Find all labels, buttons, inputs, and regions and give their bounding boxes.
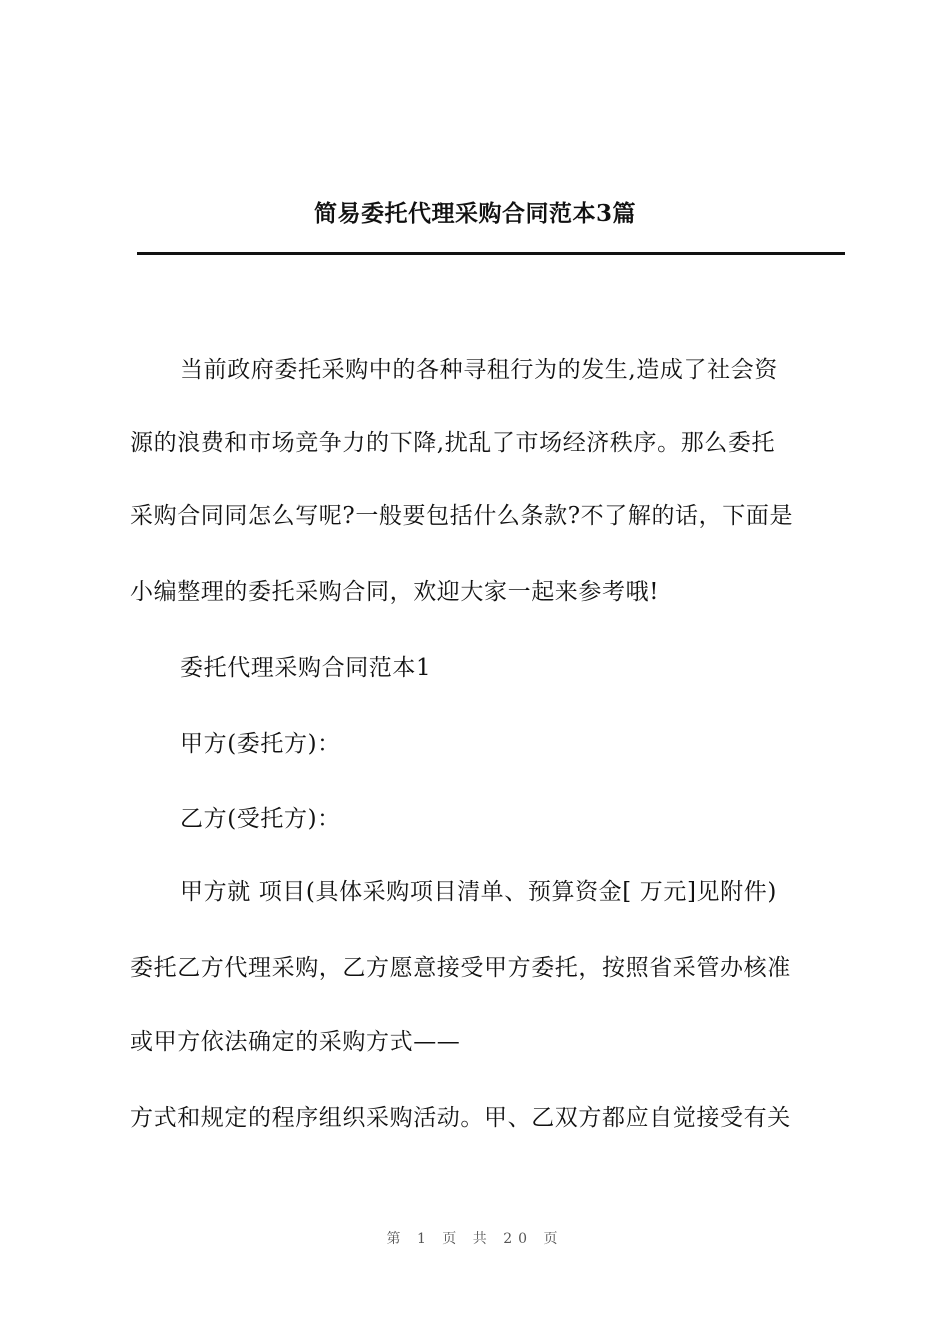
paragraph-line: 源的浪费和市场竞争力的下降,扰乱了市场经济秩序。那么委托 — [130, 430, 776, 456]
section-heading: 委托代理采购合同范本1 — [180, 655, 432, 681]
title-underline — [137, 252, 845, 255]
paragraph-line: 采购合同同怎么写呢?一般要包括什么条款?不了解的话，下面是 — [130, 503, 794, 529]
paragraph-line: 当前政府委托采购中的各种寻租行为的发生,造成了社会资 — [180, 357, 778, 383]
paragraph-line: 委托乙方代理采购，乙方愿意接受甲方委托，按照省采管办核准 — [130, 955, 791, 981]
paragraph-line: 小编整理的委托采购合同，欢迎大家一起来参考哦! — [130, 579, 660, 605]
party-a-label: 甲方(委托方)： — [180, 731, 341, 757]
party-b-label: 乙方(受托方)： — [180, 806, 341, 832]
page-number-footer: 第 1 页 共 20 页 — [386, 1231, 564, 1247]
document-title: 简易委托代理采购合同范本3篇 — [313, 200, 636, 227]
paragraph-line: 方式和规定的程序组织采购活动。甲、乙双方都应自觉接受有关 — [130, 1105, 791, 1131]
paragraph-line: 或甲方依法确定的采购方式—— — [130, 1029, 461, 1055]
paragraph-line: 甲方就 项目(具体采购项目清单、预算资金[ 万元]见附件) — [180, 879, 777, 905]
